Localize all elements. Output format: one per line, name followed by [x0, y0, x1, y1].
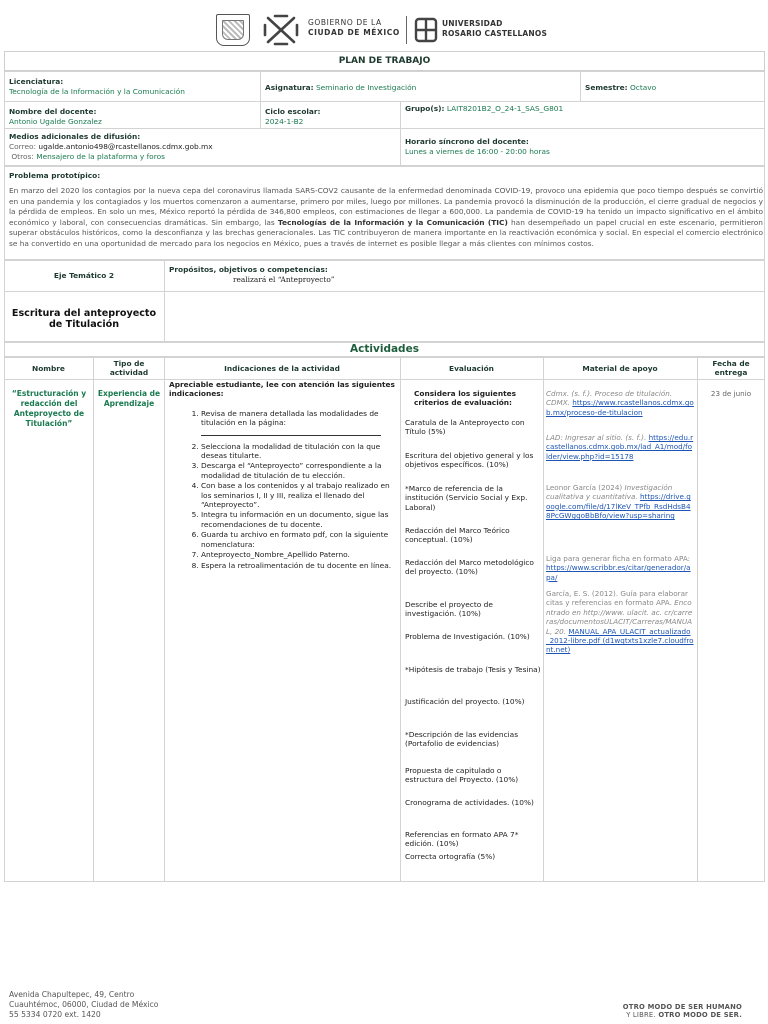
- list-item: 6. Guarda tu archivo en formato pdf, con la siguiente nomenclatura:: [201, 530, 397, 549]
- mexico-coat-of-arms-logo: [216, 14, 250, 46]
- problema-label: Problema prototípico:: [9, 171, 101, 180]
- header-separator: [406, 16, 407, 44]
- list-item: Describe el proyecto de investigación. (10%): [405, 600, 493, 619]
- header-nombre: Nombre: [32, 364, 65, 373]
- blank-underline: [201, 428, 381, 436]
- asignatura-cell: Asignatura: Seminario de Investigación: [265, 83, 417, 92]
- licenciatura-cell: Licenciatura: Tecnología de la Información y la Comunicación: [9, 77, 185, 96]
- universidad-name-text: UNIVERSIDAD ROSARIO CASTELLANOS: [442, 19, 548, 38]
- material-link[interactable]: https://edu.rcastellanos.cdmx.gob.mx/lad_A1/mod/folder/view.php?id=15178: [546, 433, 694, 461]
- list-item: 3. Descarga el “Anteproyecto” correspondiente a la modalidad de titulación de tu elección.: [201, 461, 397, 480]
- list-item: Redacción del Marco metodológico del proyecto. (10%): [405, 558, 534, 577]
- material-link[interactable]: https://drive.google.com/file/d/17lKeV_TPfb_RsdHdsB48PcGWggoBbBfo/view?usp=sharing: [546, 492, 691, 521]
- universidad-logo-icon: [414, 16, 438, 44]
- propositos-cell: Propósitos, objetivos o competencias: realizará el “Anteproyecto”: [169, 265, 335, 284]
- material-link[interactable]: https://www.scribbr.es/citar/generador/apa/: [546, 563, 691, 582]
- eje-tema: Escritura del anteproyecto de Titulación: [11, 308, 157, 330]
- actividades-title: Actividades: [350, 343, 419, 355]
- header-material: Material de apoyo: [582, 364, 658, 373]
- medios-cell: Medios adicionales de difusión: Correo: ugalde.antonio498@rcastellanos.cdmx.gob.mx Otros: Mensajero de la plataforma y foros: [9, 132, 213, 161]
- list-item: Problema de Investigación. (10%): [405, 632, 530, 641]
- material-item: Cdmx. (s. f.). Proceso de titulación. CDMX. https://www.rcastellanos.cdmx.gob.mx/proceso-de-titulacion: [546, 389, 694, 417]
- list-item: 7. Anteproyecto_Nombre_Apellido Paterno.: [201, 550, 397, 559]
- header-evaluacion: Evaluación: [449, 364, 494, 373]
- eje-label: Eje Temático 2: [53, 271, 115, 280]
- list-item: Redacción del Marco Teórico conceptual. (10%): [405, 526, 510, 545]
- list-item: 8. Espera la retroalimentación de tu docente en línea.: [201, 561, 397, 570]
- footer-address: Avenida Chapultepec, 49, Centro Cuauhtémoc, 06000, Ciudad de México 55 5334 0720 ext. 1420: [9, 990, 159, 1019]
- list-item: Referencias en formato APA 7* edición. (10%): [405, 830, 519, 849]
- list-item: Correcta ortografía (5%): [405, 852, 496, 861]
- header-fecha: Fecha de entrega: [712, 359, 750, 377]
- list-item: Cronograma de actividades. (10%): [405, 798, 534, 807]
- gobierno-cdmx-text: GOBIERNO DE LA CIUDAD DE MÉXICO: [308, 18, 400, 37]
- material-item: LAD: Ingresar al sitio. (s. f.). https://edu.rcastellanos.cdmx.gob.mx/lad_A1/mod/folder/view.php?id=15178: [546, 433, 694, 461]
- actividad-tipo: Experiencia de Aprendizaje: [97, 389, 161, 408]
- ciclo-cell: Ciclo escolar: 2024-1-B2: [265, 107, 321, 126]
- evaluacion-intro: Considera los siguientes criterios de evaluación:: [414, 389, 517, 408]
- list-item: Justificación del proyecto. (10%): [405, 697, 525, 706]
- page-title: PLAN DE TRABAJO: [4, 51, 765, 71]
- list-item: *Marco de referencia de la institución (Servicio Social y Exp. Laboral): [405, 484, 528, 512]
- semestre-cell: Semestre: Octavo: [585, 83, 657, 92]
- list-item: 2. Selecciona la modalidad de titulación con la que deseas titularte.: [201, 442, 397, 461]
- list-item: Caratula de la Anteproyecto con Título (5%): [405, 418, 525, 437]
- list-item: 5. Integra tu información en un documento, sigue las recomendaciones de tu docente.: [201, 510, 397, 529]
- list-item: *Hipótesis de trabajo (Tesis y Tesina): [405, 665, 541, 674]
- actividad-nombre: “Estructuración y redacción del Anteproyecto de Titulación”: [11, 389, 87, 428]
- indicaciones-intro: Apreciable estudiante, lee con atención las siguientes indicaciones:: [169, 380, 395, 399]
- problema-text: En marzo del 2020 los contagios por la nueva cepa del coronavirus llamada SARS-COV2 causante de la enfermedad denominada COVID-19, provoco una epidemia que poco tiempo después se convirtió en una pandemia y los contagiados y los muertos comenzaron a aumentarse, primero por miles, luego por millones. La pandemia provocó la disminución de la producción, el cierre gradual de negocios y la pérdida de empleos. En solo un mes, México reportó la pérdida de 346,800 empleos, con estimaciones de llegar a 600,000. La pandemia de COVID-19 ha tenido un impacto significativo en el ámbito económico y laboral, con consecuencias dramáticas. Sin embargo, las Tecnologías de la Información y la Comunicación (TIC) han desempeñado un papel crucial en este escenario, permitieron superar obstáculos históricos, como la desconfianza y las brechas generacionales. Las TIC contribuyeron de manera importante en la reactivación económica y social. En especial el comercio electrónico se ha convertido en una oportunidad de mercado para los negocios en México, pues a través de internet es posible llegar a más clientes con mínimos costos.: [9, 186, 763, 248]
- indicaciones-list: [169, 380, 397, 571]
- grupos-cell: Grupo(s): LAIT8201B2_O_24-1_SAS_G801: [405, 104, 564, 113]
- list-item: 4. Con base a los contenidos y al trabajo realizado en los seminarios I, II y III, realiza el llenado del “Anteproyecto”.: [201, 481, 397, 509]
- material-item: Liga para generar ficha en formato APA: https://www.scribbr.es/citar/generador/apa/: [546, 554, 691, 582]
- cdmx-logo-icon: [262, 12, 300, 48]
- docente-cell: Nombre del docente: Antonio Ugalde Gonzalez: [9, 107, 102, 126]
- footer-slogan: OTRO MODO DE SER HUMANO Y LIBRE. OTRO MODO DE SER.: [622, 1003, 742, 1019]
- material-link[interactable]: MANUAL_APA_ULACIT_actualizado_2012-libre.pdf (d1wqtxts1xzle7.cloudfront.net): [546, 626, 694, 655]
- fecha-entrega: 23 de junio: [710, 389, 752, 398]
- header-tipo: Tipo de actividad: [109, 359, 149, 377]
- list-item: Escritura del objetivo general y los objetivos específicos. (10%): [405, 451, 534, 470]
- material-item: García, E. S. (2012). Guía para elaborar citas y referencias en formato APA. Encontrado en http://www. ulacit. ac. cr/carreras/documentosULACIT/Carreras/MANUAL, 20. MANUAL_APA_ULACIT_actualizado_2012-libre.pdf (d1wqtxts1xzle7.cloudfront.net): [546, 589, 694, 655]
- horario-cell: Horario síncrono del docente: Lunes a viernes de 16:00 - 20:00 horas: [405, 137, 550, 156]
- material-item: Leonor García (2024) Investigación cualitativa y cuantitativa. https://drive.google.com/file/d/17lKeV_TPfb_RsdHdsB48PcGWggoBbBfo/view?usp=sharing: [546, 483, 691, 521]
- list-item: 1. Revisa de manera detallada las modalidades de titulación en la página:: [201, 409, 397, 436]
- material-link[interactable]: https://www.rcastellanos.cdmx.gob.mx/proceso-de-titulacion: [546, 398, 694, 417]
- header-indicaciones: Indicaciones de la actividad: [224, 364, 340, 373]
- list-item: *Descripción de las evidencias (Portafolio de evidencias): [405, 730, 519, 749]
- page-header: [0, 12, 768, 48]
- list-item: Propuesta de capitulado o estructura del Proyecto. (10%): [405, 766, 519, 785]
